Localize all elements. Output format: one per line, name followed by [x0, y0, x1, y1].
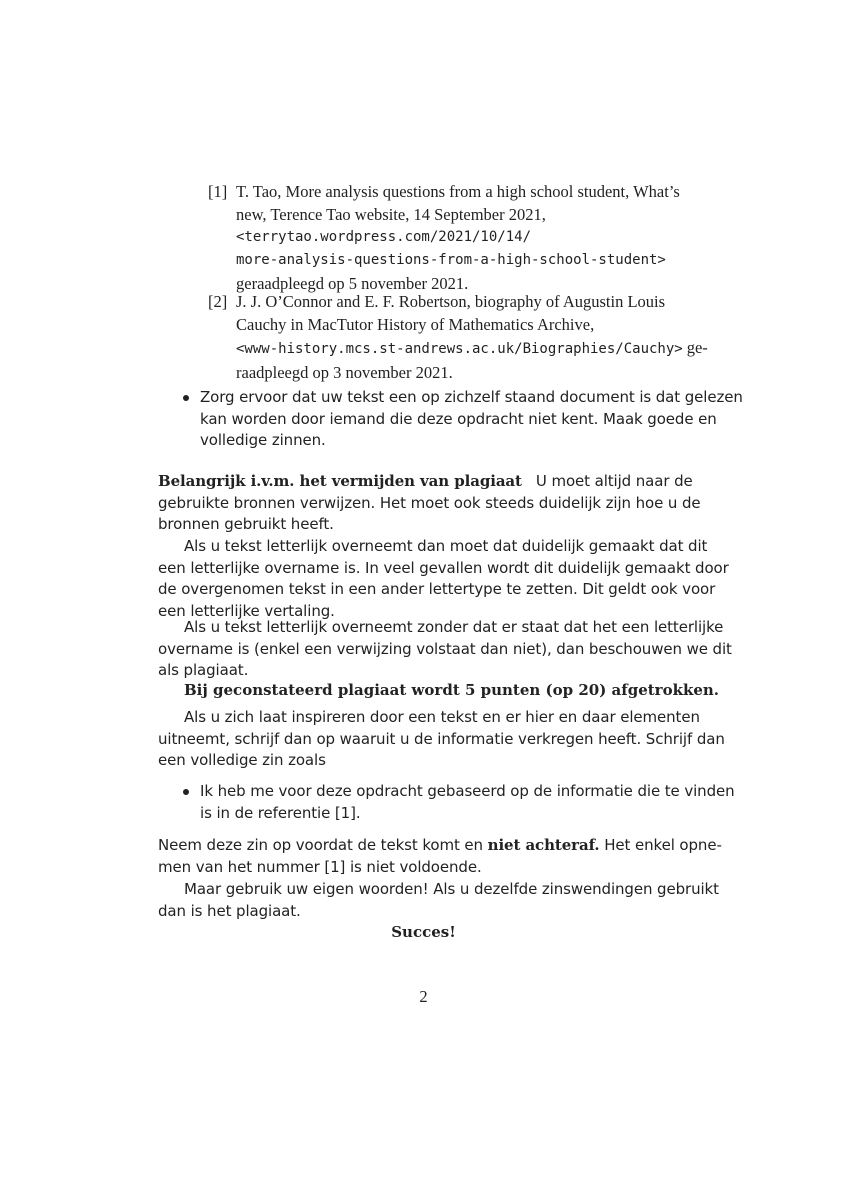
- paragraph-text: een letterlijke overname is. In veel gevallen wordt dit duidelijk gemaakt door: [158, 558, 729, 577]
- bullet-text: Ik heb me voor deze opdracht gebaseerd op de informatie die te vinden: [200, 782, 735, 800]
- closing-text: Succes!: [391, 923, 456, 941]
- paragraph-text: men van het nummer [1] is niet voldoende.: [158, 857, 482, 876]
- paragraph: [158, 835, 722, 878]
- page-number: 2: [419, 987, 428, 1006]
- reference-url: more-analysis-questions-from-a-high-school-student>: [236, 252, 666, 268]
- paragraph-text: uitneemt, schrijf dan op waaruit u de informatie verkregen heeft. Schrijf dan: [158, 729, 725, 748]
- paragraph: [158, 617, 732, 682]
- bullet-text: is in de referentie [1].: [200, 803, 361, 822]
- reference-url: <terrytao.wordpress.com/2021/10/14/: [236, 229, 532, 245]
- reference-number: [2]: [208, 292, 228, 311]
- paragraph-text: een volledige zin zoals: [158, 751, 326, 769]
- penalty-statement: Bij geconstateerd plagiaat wordt 5 punten (op 20) afgetrokken.: [184, 681, 720, 699]
- paragraph-text: dan is het plagiaat.: [158, 901, 301, 920]
- section-plagiarism: [158, 471, 718, 536]
- bullet-text: volledige zinnen.: [200, 431, 326, 449]
- paragraph-text: Als u tekst letterlijk overneemt dan moet dat duidelijk gemaakt dat dit: [184, 537, 708, 555]
- reference-line: ge-: [686, 338, 708, 357]
- paragraph-text: Maar gebruik uw eigen woorden! Als u dezelfde zinswendingen gebruikt: [184, 880, 719, 898]
- paragraph: [158, 536, 729, 622]
- reference-number: [1]: [208, 182, 228, 201]
- reference-line: geraadpleegd op 5 november 2021.: [236, 274, 469, 293]
- reference-url: <www-history.mcs.st-andrews.ac.uk/Biographies/Cauchy>: [236, 341, 683, 357]
- paragraph-text: Neem deze zin op voordat de tekst komt en: [158, 836, 483, 854]
- bullet-text: kan worden door iemand die deze opdracht niet kent. Maak goede en: [200, 409, 717, 428]
- reference-line: raadpleegd op 3 november 2021.: [236, 363, 453, 382]
- bullet-text: Zorg ervoor dat uw tekst een op zichzelf staand document is dat gelezen: [200, 388, 743, 406]
- paragraph-text: als plagiaat.: [158, 661, 249, 679]
- bullet-icon: [182, 395, 192, 405]
- paragraph-text: Het enkel opne-: [604, 836, 722, 854]
- emphasis-text: niet achteraf.: [487, 836, 600, 854]
- paragraph-text: gebruikte bronnen verwijzen. Het moet ook steeds duidelijk zijn hoe u de: [158, 493, 701, 512]
- paragraph-text: de overgenomen tekst in een ander lettertype te zetten. Dit geldt ook voor: [158, 580, 716, 598]
- paragraph-text: een letterlijke vertaling.: [158, 601, 335, 620]
- reference-line: J. J. O’Connor and E. F. Robertson, biography of Augustin Louis: [236, 292, 666, 311]
- reference-line: new, Terence Tao website, 14 September 2021,: [236, 205, 546, 224]
- paragraph-text: Als u zich laat inspireren door een tekst en er hier en daar elementen: [184, 708, 700, 726]
- paragraph: [158, 879, 718, 922]
- section-heading: Belangrijk i.v.m. het vermijden van plagiaat: [158, 472, 522, 490]
- paragraph-text: U moet altijd naar de: [535, 472, 693, 490]
- bullet-icon: [182, 789, 192, 799]
- paragraph-text: overname is (enkel een verwijzing volstaat dan niet), dan beschouwen we dit: [158, 639, 732, 658]
- paragraph-text: bronnen gebruikt heeft.: [158, 515, 334, 533]
- paragraph: [158, 707, 725, 772]
- reference-line: Cauchy in MacTutor History of Mathematics Archive,: [236, 315, 595, 334]
- reference-line: T. Tao, More analysis questions from a high school student, What’s: [236, 182, 680, 201]
- paragraph-text: Als u tekst letterlijk overneemt zonder dat er staat dat het een letterlijke: [184, 618, 724, 636]
